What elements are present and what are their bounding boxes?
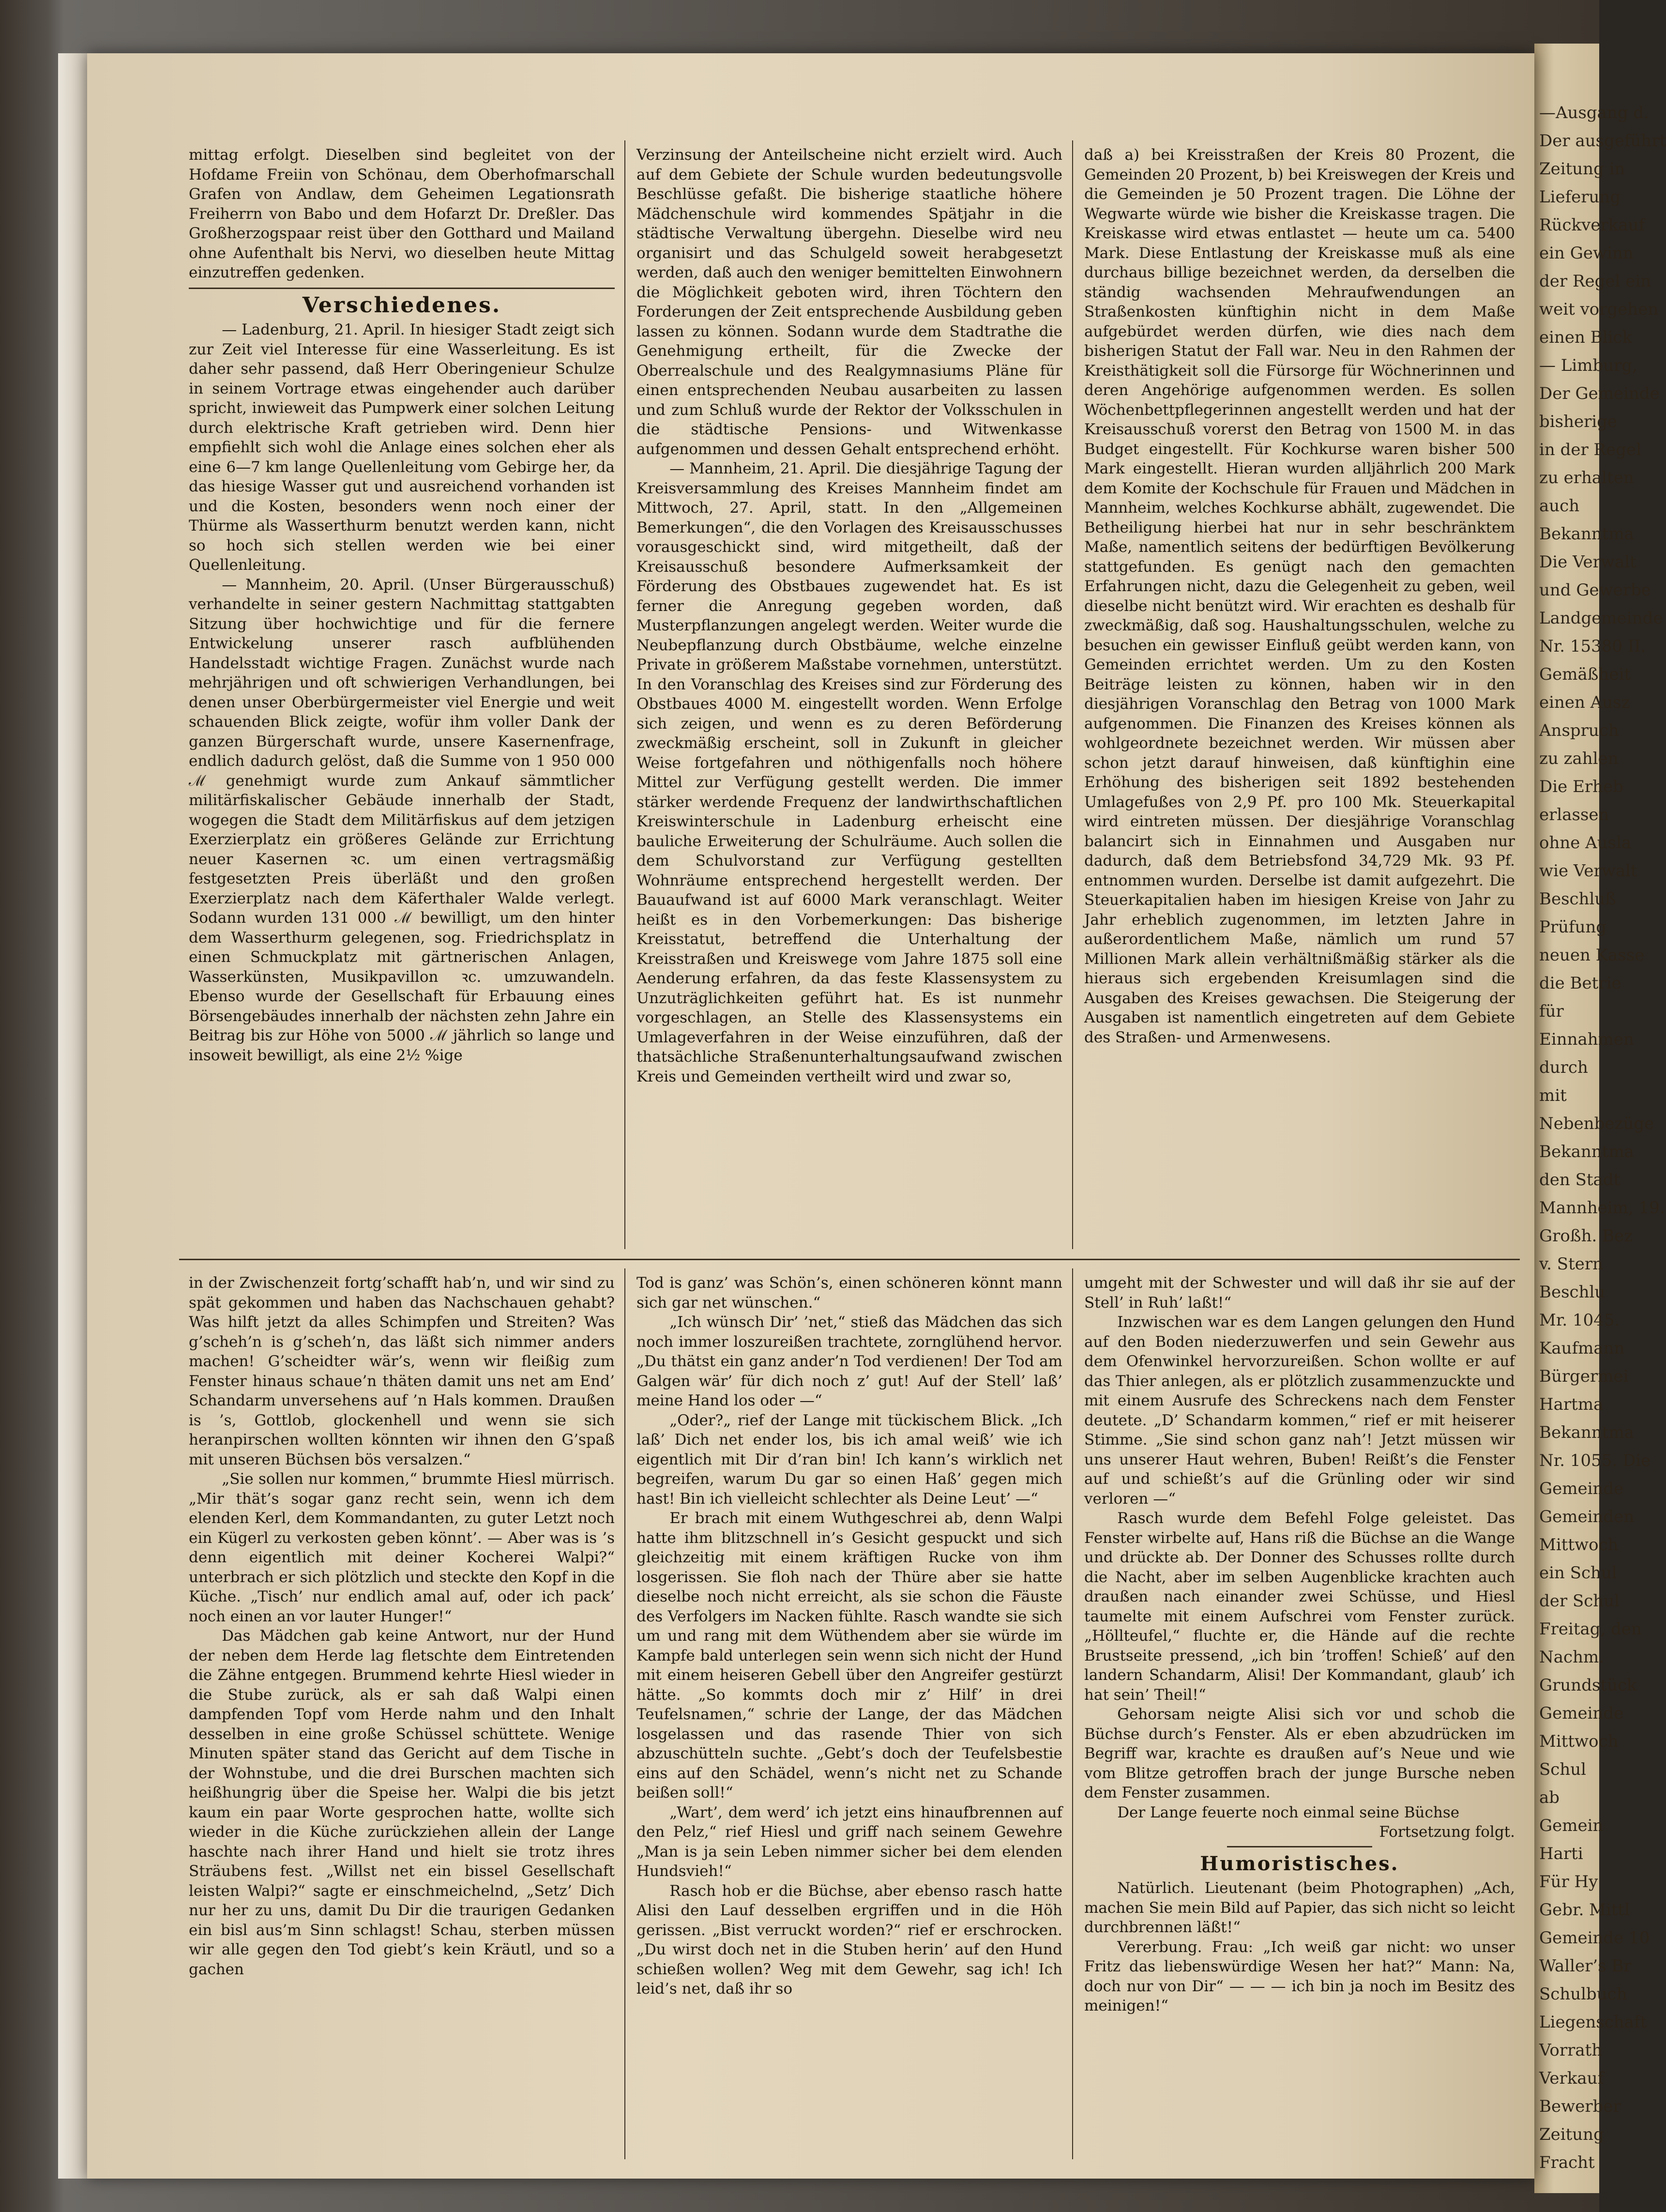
adjacent-page-fragment: Nachm. (1539, 1648, 1605, 1667)
paragraph: mittag erfolgt. Dieselben sind begleitet von der Hofdame Freiin von Schönau, dem Oberhofmarschall Grafen von Andlaw, dem Geheimen Legationsrath Freiherrn von Babo und dem Hofarzt Dr. Dreßler. Das Großherzogspaar reist über den Gotthard und Mailand ohne Aufenthalt bis Nervi, wo dieselben heute Mittag einzutreffen gedenken. (189, 146, 615, 281)
adjacent-page-fragment: weit vorgehen (1539, 300, 1659, 319)
adjacent-page-fragment: einen Blick (1539, 328, 1633, 347)
adjacent-page-fragment: Waller’s Br (1539, 1956, 1632, 1976)
top-column-1-paragraphs (189, 145, 615, 283)
adjacent-page-fragment: Landgemeinde (1539, 609, 1663, 628)
adjacent-page-fragment: Bekanntma (1539, 1423, 1634, 1442)
adjacent-page-fragment: Kaufmann (1539, 1339, 1625, 1358)
adjacent-page-fragment: auch (1539, 496, 1580, 516)
adjacent-page-fragment: Verkauf (1539, 2069, 1604, 2088)
paragraph: Gehorsam neigte Alisi sich vor und schob die Büchse durch’s Fenster. Als er eben abzudrücken im Begriff war, krachte es draußen auf’s Neue und wie vom Blitze getroffen brach der junge Bursche neben dem Fenster zusammen. (1084, 1706, 1515, 1801)
adjacent-page-fragment: Beschluß (1539, 889, 1616, 909)
paragraph: — Ladenburg, 21. April. In hiesiger Stadt zeigt sich zur Zeit viel Interesse für eine Wasserleitung. Es ist daher sehr passend, daß Herr Oberingenieur Schulze in seinem Vortrage etwas eingehender auch darüber spricht, inwieweit das Pumpwerk einer solchen Leitung durch elektrische Kraft getrieben wird. Denn hier empfiehlt sich wohl die Anlage eines solchen eher als eine 6—7 km lange Quellenleitung vom Gebirge her, da das hiesige Wasser gut und ausreichend vorhanden ist und die Kosten, besonders wenn noch einer der Thürme als Wasserthurm benutzt werden kann, nicht so hoch sich stellen werden wie bei einer Quellenleitung. (189, 321, 615, 574)
adjacent-page-fragment: erlassen (1539, 805, 1609, 824)
adjacent-page-fragment: in der Regel (1539, 440, 1642, 459)
adjacent-page-fragment: wie Verwalt (1539, 861, 1637, 881)
adjacent-page-fragment: durch (1539, 1058, 1588, 1077)
section-heading-verschiedenes: Verschiedenes. (302, 292, 501, 318)
top-column-1 (189, 145, 615, 1249)
short-rule (1227, 1846, 1372, 1847)
paragraph: „Sie sollen nur kommen,“ brummte Hiesl mürrisch. „Mir thät’s sogar ganz recht sein, wenn ich dem elenden Kerl, dem Kommandanten, zu guter Letzt noch ein Kügerl zu verkosten geben könnt’. — Aber was is ’s denn eigentlich mit deiner Kocherei Walpi?“ unterbrach er sich plötzlich und steckte den Kopf in die Küche. „Tisch’ nur endlich amal auf, oder ich pack’ noch einen an vor lauter Hunger!“ (189, 1470, 615, 1625)
adjacent-page-fragment: Gemeinde (1539, 1479, 1624, 1498)
adjacent-page-fragment: Gebr. Mittl (1539, 1900, 1630, 1920)
adjacent-page-fragment: zu erhalten (1539, 468, 1634, 488)
adjacent-page-fragment: Gemein (1539, 1816, 1604, 1835)
paragraph: Das Mädchen gab keine Antwort, nur der Hund der neben dem Herde lag fletschte dem Eintretenden die Zähne entgegen. Brummend kehrte Hiesl wieder in die Stube zurück, als er sah daß Walpi einen dampfenden Topf vom Herde nahm und den Inhalt desselben in eine große Schüssel schüttete. Wenige Minuten später stand das Gericht auf dem Tische in der Wohnstube, und die drei Burschen machten sich heißhungrig über die Speise her. Walpi die bis jetzt kaum ein paar Worte gesprochen hatte, wollte sich wieder in die Küche zurückziehen allein der Lange haschte nach ihrer Hand und hielt sie trotz ihres Sträubens fest. „Willst net ein bissel Gesellschaft leisten Walpi?“ sagte er einschmeichelnd, „Setz’ Dich nur her zu uns, damit Du Dir die traurigen Gedanken ein bisl aus’m Sinn schlagst! Schau, sterben müssen wir alle gegen den Tod giebt’s kein Kräutl, und so a gachen (189, 1627, 615, 1978)
paragraph: — Mannheim, 20. April. (Unser Bürgerausschuß) verhandelte in seiner gestern Nachmittag stattgabten Sitzung über hochwichtige und für die fernere Entwickelung unserer rasch aufblühenden Handelsstadt wichtige Fragen. Zunächst wurde nach mehrjährigen und oft schwierigen Verhandlungen, bei denen unser Oberbürgermeister viel Energie und weit schauenden Blick zeigte, wofür ihm voller Dank der ganzen Bürgerschaft wurde, unsere Kasernenfrage, endlich dadurch gelöst, daß die Summe von 1 950 000 ℳ genehmigt wurde zum Ankauf sämmtlicher militärfiskalischer Gebäude innerhalb der Stadt, wogegen die Stadt dem Militärfiskus auf dem jetzigen Exerzierplatz ein größeres Gelände zur Errichtung neuer Kasernen ꝛc. um einen vertragsmäßig festgesetzten Preis überläßt und den großen Exerzierplatz nach dem Käferthaler Walde verlegt. Sodann wurden 131 000 ℳ bewilligt, um den hinter dem Wasserthurm gelegenen, sog. Friedrichsplatz in einen Schmuckplatz mit gärtnerischen Anlagen, Wasserkünsten, Musikpavillon ꝛc. umzuwandeln. Ebenso wurde der Gesellschaft für Erbauung eines Börsengebäudes innerhalb der nächsten zehn Jahre ein Beitrag bis zur Höhe von 5000 ℳ jährlich so lange und insoweit bewilligt, als eine 2½ %ige (189, 576, 615, 1064)
section-heading-humoristisches: Humoristisches. (1200, 1852, 1399, 1875)
adjacent-page-fragment: —Ausgang d. (1539, 103, 1649, 122)
adjacent-page-fragment: ab (1539, 1788, 1560, 1807)
adjacent-page-fragment: Für Hy (1539, 1872, 1598, 1892)
adjacent-page-fragment: den Stadt (1539, 1170, 1621, 1190)
adjacent-page-strip (1534, 44, 1666, 2193)
adjacent-page-fragment: Beschlu (1539, 1282, 1605, 1302)
adjacent-page-fragment: Gemeinden (1539, 1507, 1635, 1526)
feuilleton-divider (179, 1259, 1520, 1260)
bottom-column-3-paragraphs (1084, 1273, 1515, 1842)
adjacent-page-fragment: Fracht (1539, 2153, 1595, 2172)
adjacent-page-fragment: Lieferung (1539, 187, 1621, 207)
adjacent-page-fragment: Bekanntma (1539, 1142, 1634, 1161)
adjacent-page-fragment: Zeitung in (1539, 159, 1625, 179)
paragraph: „Oder?„ rief der Lange mit tückischem Blick. „Ich laß’ Dich net ender los, bis ich amal weiß’ wie ich eigentlich mit Dir d’ran bin! Ich kann’s wirklich net begreifen, warum Du gar so einen Haß’ gegen mich hast! Bin ich vielleicht schlechter als Deine Leut’ —“ (636, 1411, 1062, 1508)
adjacent-page-fragment: zu zahlen (1539, 749, 1619, 768)
adjacent-page-fragment: der Regel ein (1539, 272, 1651, 291)
column-rule-bottom-1 (624, 1268, 625, 2159)
paragraph: „Wart’, dem werd’ ich jetzt eins hinaufbrennen auf den Pelz,“ rief Hiesl und griff nach seinem Gewehre „Man is ja sein Leben nimmer sicher bei dem elenden Hundsvieh!“ (636, 1803, 1062, 1880)
adjacent-page-fragment: Einnahmen (1539, 1030, 1634, 1049)
adjacent-page-fragment: Hartma (1539, 1395, 1604, 1414)
paragraph: Rasch hob er die Büchse, aber ebenso rasch hatte Alisi den Lauf desselben ergriffen und in die Höh gerissen. „Bist verruckt worden?“ rief er erschrocken. „Du wirst doch net in die Stuben herin’ auf den Hund schießen wollen? Weg mit dem Gewehr, sag ich! Ich leid’s net, daß ihr so (636, 1882, 1062, 1998)
adjacent-page-fragment: Gemeinde (1539, 1704, 1624, 1723)
adjacent-page-fragment: Nr. 15380 II. (1539, 637, 1646, 656)
adjacent-page-fragment: und Gewerbe (1539, 580, 1651, 600)
adjacent-page-fragment: der Schul (1539, 1591, 1620, 1611)
paragraph: „Ich wünsch Dir’ ’net,“ stieß das Mädchen das sich noch immer loszureißen trachtete, zornglühend hervor. „Du thätst ein ganz ander’n Tod verdienen! Der Tod am Galgen wär’ für dich noch z’ gut! Auf der Stell’ laß’ meine Hand los oder —“ (636, 1313, 1062, 1409)
top-column-3 (1084, 145, 1515, 1249)
paragraph: Der Lange feuerte noch einmal seine Büchse (1117, 1803, 1460, 1821)
adjacent-page-fragment: Prüfung (1539, 917, 1607, 937)
top-column-2-paragraphs (636, 145, 1062, 1086)
bottom-column-1 (189, 1273, 615, 2154)
paragraph: Inzwischen war es dem Langen gelungen den Hund auf den Boden niederzuwerfen und sein Gewehr aus dem Ofenwinkel hervorzureißen. Schon wollte er auf das Thier anlegen, als er plötzlich zusammenzuckte und mit einem Ausrufe des Schreckens nach dem Fenster deutete. „D’ Schandarm kommen,“ rief er mit heiserer Stimme. „Sie sind schon ganz nah’! Jetzt müssen wir uns unserer Haut wehren, Buben! Reißt’s die Fenster auf und schießt’s auf die Grünling oder wir sind verloren —“ (1084, 1313, 1515, 1508)
adjacent-page-fragment: Die Verwalt (1539, 552, 1636, 572)
paragraph: Verzinsung der Anteilscheine nicht erzielt wird. Auch auf dem Gebiete der Schule wurden bedeutungsvolle Beschlüsse gefaßt. Die bisherige staatliche höhere Mädchenschule wird kommendes Spätjahr in die städtische Verwaltung übergehn. Dieselbe wird neu organisirt und das Schulgeld soweit herabgesetzt werden, daß auch den weniger bemittelten Einwohnern die Möglichkeit geboten wird, ihren Töchtern den Forderungen der Zeit entsprechende Ausbildung geben lassen zu können. Sodann wurde dem Stadtrathe die Genehmigung ertheilt, für die Zwecke der Oberrealschule und des Realgymnasiums Pläne für einen entsprechenden Neubau ausarbeiten zu lassen und zum Schluß wurde der Rektor der Volksschulen in die städtische Pensions- und Witwenkasse aufgenommen und dessen Gehalt entsprechend erhöht. (636, 146, 1062, 458)
adjacent-page-fragment: ein Schul (1539, 1563, 1617, 1583)
paragraph: Rasch wurde dem Befehl Folge geleistet. Das Fenster wirbelte auf, Hans riß die Büchse an die Wange und drückte ab. Der Donner des Schusses rollte durch die Nacht, aber im selben Augenblicke krachten auch draußen nach einander zwei Schüsse, und Hiesl taumelte mit einem Aufschrei vom Fenster zurück. „Höllteufel,“ fluchte er, die Hände auf die rechte Brustseite pressend, „ich bin ’troffen! Schieß’ auf den landern Schandarm, Alisi! Der Kommandant, glaub’ ich hat sein’ Theil!“ (1084, 1510, 1515, 1704)
paragraph: Vererbung. Frau: „Ich weiß gar nicht: wo unser Fritz das liebenswürdige Wesen her hat?“ Mann: Na, doch nur von Dir“ — — — ich bin ja noch im Besitz des meinigen!“ (1084, 1938, 1515, 2014)
adjacent-page-fragment: Freitag, den (1539, 1619, 1642, 1639)
adjacent-page-fragment: Mr. 1045. (1539, 1311, 1620, 1330)
adjacent-page-fragment: für (1539, 1002, 1564, 1021)
adjacent-page-fragment: Nebenbezüge (1539, 1114, 1654, 1133)
paragraph: Fortsetzung folgt. (1379, 1823, 1515, 1841)
column-rule-top-1 (624, 140, 625, 1249)
adjacent-page-fragment: Bekanntma (1539, 524, 1634, 544)
adjacent-page-fragment: einen Ausz (1539, 693, 1630, 712)
book-binding-edge (58, 53, 88, 2179)
adjacent-page-fragment: — Limburg, (1539, 356, 1637, 375)
adjacent-page-fragment: Schul (1539, 1760, 1587, 1779)
paragraph: Tod is ganz’ was Schön’s, einen schöneren könnt mann sich gar net wünschen.“ (636, 1274, 1062, 1312)
adjacent-page-fragment: Vorrath (1539, 2041, 1603, 2060)
adjacent-page-fragment: Die Erheb (1539, 777, 1623, 796)
adjacent-page-fragment: Der ausgeführt (1539, 131, 1666, 151)
adjacent-page-fragment: ohne Ausla (1539, 833, 1632, 853)
adjacent-page-fragment: Bewerber (1539, 2097, 1621, 2116)
bottom-column-3 (1084, 1273, 1515, 2154)
paragraph: umgeht mit der Schwester und will daß ihr sie auf der Stell’ in Ruh’ laßt!“ (1084, 1274, 1515, 1312)
adjacent-page-fragment: Mannheim, 19. (1539, 1198, 1665, 1218)
bottom-column-1-paragraphs (189, 1273, 615, 1979)
section-rule (189, 288, 615, 289)
adjacent-page-fragment: Anspruch (1539, 721, 1619, 740)
adjacent-page-fragment: mit (1539, 1086, 1567, 1105)
adjacent-page-fragment: Rückverkauf (1539, 215, 1645, 235)
adjacent-page-fragment: die Betrie (1539, 974, 1621, 993)
column-rule-top-2 (1072, 140, 1073, 1249)
adjacent-page-fragment: Der Gemeinde (1539, 384, 1660, 403)
adjacent-page-fragment: Harti (1539, 1844, 1583, 1863)
paragraph: in der Zwischenzeit fortg’schafft hab’n, und wir sind zu spät gekommen und haben das Nachschauen gehabt? Was hilft jetzt da alles Schimpfen und Streiten? Was g’scheh’n is g’scheh’n, das läßt sich nimmer anders machen! G’scheidter wär’s, wenn wir fleißig zum Fenster hinaus schaue’n thäten damit uns net am End’ Schandarm unversehens auf ’n Hals kommen. Draußen is ’s, Gottlob, glockenhell und wenn sie sich heranpirschen wollten könnten wir ihnen den G’spaß mit unseren Büchsen bös versalzen.“ (189, 1274, 615, 1468)
adjacent-page-fragment: Zeitung (1539, 2125, 1604, 2144)
bottom-column-2 (636, 1273, 1062, 2154)
adjacent-page-fragment: Schulbuch (1539, 1984, 1627, 2004)
bottom-column-3-jokes (1084, 1878, 1515, 2016)
adjacent-page-fragment: Grundstück (1539, 1676, 1637, 1695)
adjacent-page-fragment: ein Gewinn (1539, 244, 1634, 263)
adjacent-page-fragment: Gemäßheit (1539, 665, 1631, 684)
adjacent-page-fragment: Nr. 1055. Die (1539, 1451, 1651, 1470)
adjacent-page-fragment: neuen Kasse (1539, 946, 1645, 965)
top-column-2 (636, 145, 1062, 1249)
paragraph: Natürlich. Lieutenant (beim Photographen) „Ach, machen Sie mein Bild auf Papier, das sich nicht so leicht durchbrennen läßt!“ (1084, 1879, 1515, 1936)
adjacent-page-fragment: Liegenschaft (1539, 2013, 1647, 2032)
adjacent-page-fragment: Mittwoch (1539, 1732, 1619, 1751)
bottom-column-2-paragraphs (636, 1273, 1062, 1999)
top-column-1-news (189, 320, 615, 1065)
adjacent-page-fragment: Mittwoch (1539, 1535, 1619, 1555)
column-rule-bottom-2 (1072, 1268, 1073, 2159)
paragraph: Er brach mit einem Wuthgeschrei ab, denn Walpi hatte ihm blitzschnell in’s Gesicht gespuckt und sich gleichzeitig mit einem kräftigen Rucke von ihm losgerissen. Sie floh nach der Thüre aber sie hatte dieselbe noch nicht erreicht, als sie schon die Fäuste des Verfolgers im Nacken fühlte. Rasch wandte sie sich um und rang mit dem Wüthendem aber sie würde im Kampfe bald unterlegen sein wenn sich nicht der Hund mit einem heiseren Gebell über den Angreifer gestürzt hätte. „So kommts doch mir z’ Hilf’ in drei Teufelsnamen,“ schrie der Lange, der das Mädchen losgelassen und das rasende Thier von sich abzuschütteln suchte. „Gebt’s doch der Teufelsbestie eins auf den Schädel, wenn’s nicht net zu Schande beißen soll!“ (636, 1510, 1062, 1801)
top-column-3-paragraphs (1084, 145, 1515, 1047)
adjacent-page-fragment: bisherige (1539, 412, 1618, 431)
adjacent-page-fragment: Bürgermei (1539, 1367, 1629, 1386)
adjacent-page-fragment: Großh. Bez (1539, 1226, 1633, 1246)
adjacent-page-fragment: Gemeinde 10 (1539, 1928, 1650, 1948)
adjacent-page-fragment: v. Stern (1539, 1254, 1604, 1274)
paragraph: — Mannheim, 21. April. Die diesjährige Tagung der Kreisversammlung des Kreises Mannheim findet am Mittwoch, 27. April, statt. In den „Allgemeinen Bemerkungen“, die den Vorlagen des Kreisausschusses vorausgeschickt sind, wird mitgetheilt, daß der Kreisausschuß besondere Aufmerksamkeit der Förderung des Obstbaues zugewendet hat. Es ist ferner die Anregung gegeben worden, daß Musterpflanzungen angelegt werden. Weiter wurde die Neubepflanzung durch Obstbäume, welche einzelne Private in größerem Maßstabe vornehmen, unterstützt. In den Voranschlag des Kreises sind zur Förderung des Obstbaues 4000 M. eingestellt worden. Wenn Erfolge sich zeigen, und wenn es zu deren Beförderung zweckmäßig erscheint, soll in Zukunft in gleicher Weise fortgefahren und nöthigenfalls noch höhere Mittel zur Verfügung gestellt werden. Die immer stärker werdende Frequenz der landwirthschaftlichen Kreiswinterschule in Ladenburg erheischt eine bauliche Erweiterung der Schulräume. Auch sollen die dem Schulvorstand zur Verfügung gestellten Wohnräume entsprechend hergestellt werden. Der Bauaufwand ist auf 6000 Mark veranschlagt. Weiter heißt es in den Vorbemerkungen: Das bisherige Kreisstatut, betreffend die Unterhaltung der Kreisstraßen und Kreiswege vom Jahre 1875 soll eine Aenderung erfahren, da das feste Klassensystem zu Unzuträglichkeiten geführt hat. Es ist nunmehr vorgeschlagen, an Stelle des Klassensystems ein Umlageverfahren in der Weise einzuführen, daß der thatsächliche Straßenunterhaltungsaufwand zwischen Kreis und Gemeinden vertheilt wird und zwar so, (636, 460, 1062, 1085)
paragraph: daß a) bei Kreisstraßen der Kreis 80 Prozent, die Gemeinden 20 Prozent, b) bei Kreiswegen der Kreis und die Gemeinden je 50 Prozent tragen. Die Löhne der Wegwarte würde wie bisher die Kreiskasse tragen. Die Kreiskasse wird etwas entlastet — heute um ca. 5400 Mark. Diese Entlastung der Kreiskasse muß als eine durchaus billige bezeichnet werden, da derselben die ständig wachsenden Mehraufwendungen an Straßenkosten künftighin nicht in dem Maße aufgebürdet werden dürfen, wie dies nach dem bisherigen Statut der Fall war. Neu in den Rahmen der Kreisthätigkeit soll die Fürsorge für Wöchnerinnen und deren Angehörige aufgenommen werden. Es sollen Wöchenbettpflegerinnen angestellt werden und hat der Kreisausschuß vorerst den Betrag von 1500 M. in das Budget eingestellt. Für Kochkurse waren bisher 500 Mark eingestellt. Hieran wurden alljährlich 200 Mark dem Komite der Kochschule für Frauen und Mädchen in Mannheim, welches Kochkurse abhält, zugewendet. Die Betheiligung hierbei hat nur in sehr beschränktem Maße, namentlich seitens der bedürftigen Bevölkerung stattgefunden. Es genügt nach den gemachten Erfahrungen nicht, dazu die Gelegenheit zu geben, weil dieselbe nicht benützt wird. Wir erachten es deshalb für zweckmäßig, daß sog. Haushaltungsschulen, welche zu besuchen ein gewisser Einfluß geübt werden kann, von Gemeinden errichtet werden. Um zu den Kosten Beiträge leisten zu können, haben wir in den diesjährigen Voranschlag den Betrag von 1000 Mark aufgenommen. Die Finanzen des Kreises können als wohlgeordnete bezeichnet werden. Wir müssen aber schon jetzt darauf hinweisen, daß künftighin eine Erhöhung des bisherigen seit 1892 bestehenden Umlagefußes von 2,9 Pf. pro 100 Mk. Steuerkapital wird eintreten müssen. Der diesjährige Voranschlag balancirt sich in Einnahmen und Ausgaben nur dadurch, daß dem Betriebsfond 34,729 Mk. 93 Pf. entnommen wurden. Derselbe ist damit aufgezehrt. Die Steuerkapitalien haben im hiesigen Kreise von Jahr zu Jahr erheblich zugenommen, im letzten Jahre in außerordentlichem Maße, nämlich um rund 57 Millionen Mark allein verhältnißmäßig stärker als die hieraus sich ergebenden Kreisumlagen sind die Ausgaben des Kreises gewachsen. Die Steigerung der Ausgaben ist namentlich eingetreten auf dem Gebiete des Straßen- und Armenwesens. (1084, 146, 1515, 1046)
